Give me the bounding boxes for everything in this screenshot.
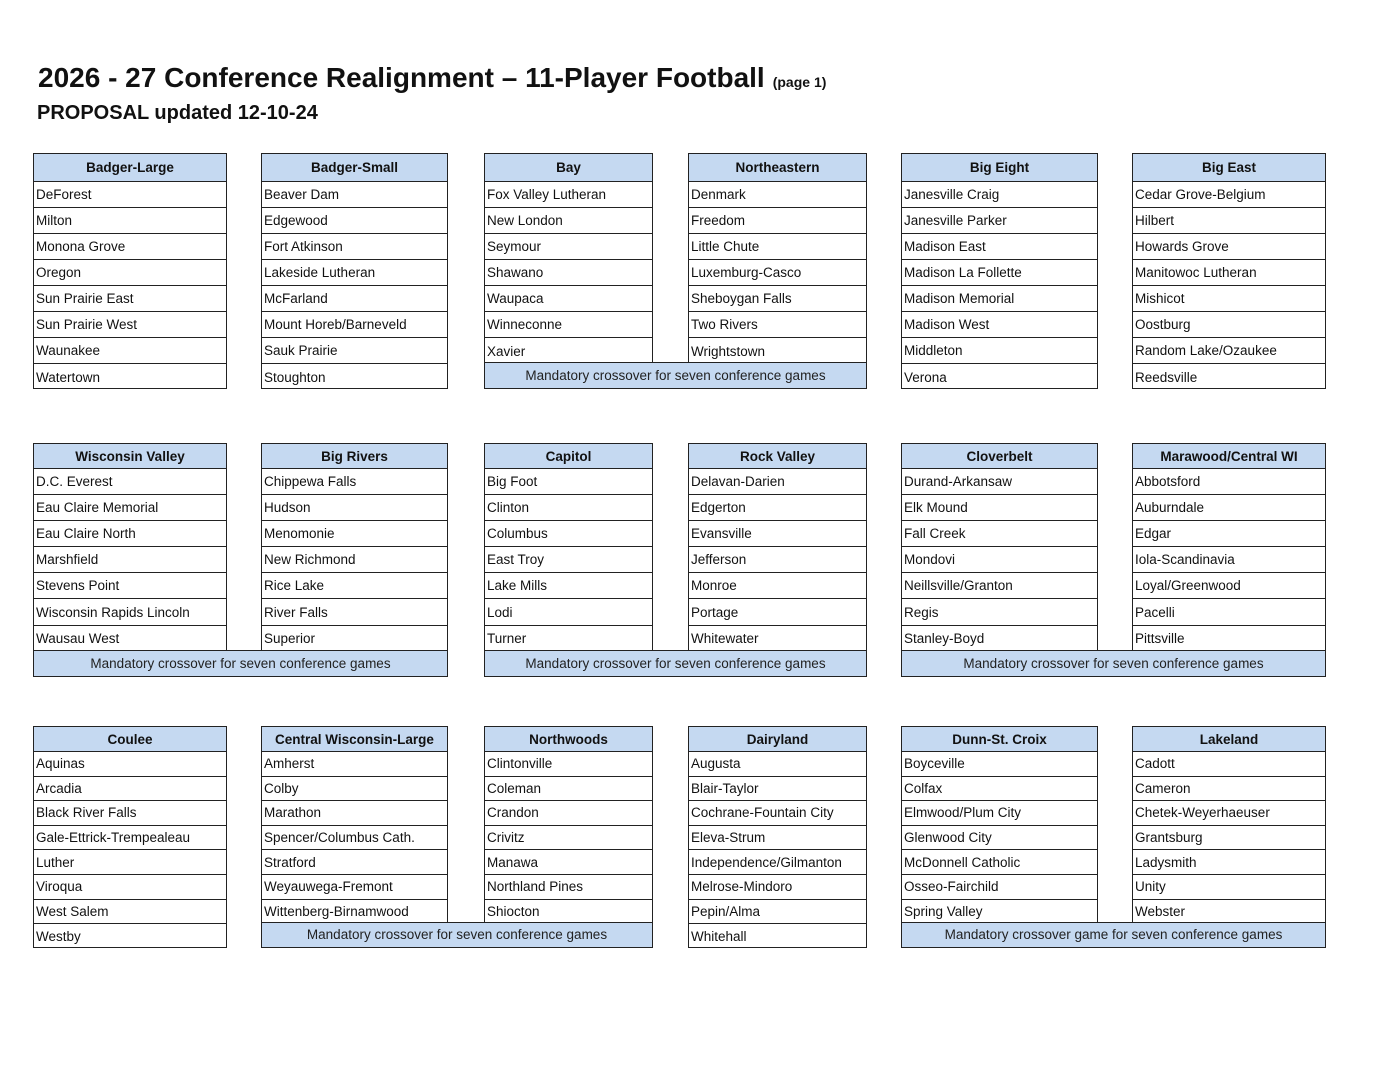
school-cell: Milton xyxy=(34,208,226,234)
conference-name: Big Rivers xyxy=(262,444,447,469)
conference-name: Northeastern xyxy=(689,154,866,182)
school-cell: Menomonie xyxy=(262,521,447,547)
school-cell: Eau Claire Memorial xyxy=(34,495,226,521)
school-cell: Superior xyxy=(264,631,316,647)
school-cell: Seymour xyxy=(485,234,652,260)
school-cell: Mount Horeb/Barneveld xyxy=(262,312,447,338)
conference-table xyxy=(261,726,448,923)
school-cell: Arcadia xyxy=(34,777,226,802)
school-cell: Denmark xyxy=(689,182,866,208)
school-cell: Shiocton xyxy=(487,904,540,920)
school-cell: Madison East xyxy=(902,234,1097,260)
school-cell: Spring Valley xyxy=(904,904,983,920)
school-cell: Lakeside Lutheran xyxy=(262,260,447,286)
school-cell: Wittenberg-Birnamwood xyxy=(264,904,409,920)
school-cell: Iola-Scandinavia xyxy=(1133,547,1325,573)
school-cell: Colfax xyxy=(902,777,1097,802)
school-cell: Wisconsin Rapids Lincoln xyxy=(34,599,226,625)
school-cell: Stanley-Boyd xyxy=(904,631,985,647)
school-cell: Turner xyxy=(487,631,527,647)
school-cell: Monroe xyxy=(689,573,866,599)
school-cell: Amherst xyxy=(262,752,447,777)
school-cell: Sun Prairie West xyxy=(34,312,226,338)
conference-table xyxy=(688,153,867,363)
conference-name: Dairyland xyxy=(689,727,866,752)
school-cell: Black River Falls xyxy=(34,801,226,826)
school-cell: McFarland xyxy=(262,286,447,312)
school-cell: New Richmond xyxy=(262,547,447,573)
school-cell: Cochrane-Fountain City xyxy=(689,801,866,826)
page-subtitle: PROPOSAL updated 12-10-24 xyxy=(37,102,318,124)
school-cell: Delavan-Darien xyxy=(689,469,866,495)
conference-name: Rock Valley xyxy=(689,444,866,469)
conference-table xyxy=(33,153,227,389)
school-cell: Boyceville xyxy=(902,752,1097,777)
school-cell: Whitewater xyxy=(691,631,759,647)
school-cell: Crivitz xyxy=(485,826,652,851)
school-cell: Middleton xyxy=(902,338,1097,364)
school-cell: Big Foot xyxy=(485,469,652,495)
school-cell: Jefferson xyxy=(689,547,866,573)
conference-table xyxy=(484,726,653,923)
school-cell: Cadott xyxy=(1133,752,1325,777)
school-cell: Eau Claire North xyxy=(34,521,226,547)
school-cell: Coleman xyxy=(485,777,652,802)
conference-name: Badger-Small xyxy=(262,154,447,182)
school-cell: Random Lake/Ozaukee xyxy=(1133,338,1325,364)
school-cell: D.C. Everest xyxy=(34,469,226,495)
school-cell: Howards Grove xyxy=(1133,234,1325,260)
conference-table xyxy=(33,726,227,948)
conference-table xyxy=(688,726,867,948)
school-cell: Loyal/Greenwood xyxy=(1133,573,1325,599)
school-cell: Janesville Parker xyxy=(902,208,1097,234)
school-cell: Rice Lake xyxy=(262,573,447,599)
conference-table xyxy=(1132,443,1326,651)
school-cell: Stratford xyxy=(262,850,447,875)
school-cell: Marshfield xyxy=(34,547,226,573)
school-cell: Manitowoc Lutheran xyxy=(1133,260,1325,286)
page-title xyxy=(38,62,826,94)
school-cell: Oostburg xyxy=(1133,312,1325,338)
crossover-note: Mandatory crossover for seven conference games xyxy=(484,362,867,389)
school-cell: Stevens Point xyxy=(34,573,226,599)
conference-table xyxy=(261,153,448,389)
school-cell: Lodi xyxy=(485,599,652,625)
school-cell: Durand-Arkansaw xyxy=(902,469,1097,495)
school-cell: Madison La Follette xyxy=(902,260,1097,286)
crossover-note: Mandatory crossover for seven conference games xyxy=(33,650,448,677)
conference-table xyxy=(261,443,448,651)
conference-table xyxy=(1132,726,1326,923)
conference-table xyxy=(901,726,1098,923)
school-cell: McDonnell Catholic xyxy=(902,850,1097,875)
school-cell: Marathon xyxy=(262,801,447,826)
conference-name: Big Eight xyxy=(902,154,1097,182)
school-cell: Fort Atkinson xyxy=(262,234,447,260)
school-cell: Fall Creek xyxy=(902,521,1097,547)
conference-name: Big East xyxy=(1133,154,1325,182)
school-cell: Cameron xyxy=(1133,777,1325,802)
school-cell: Wrightstown xyxy=(691,343,766,359)
conference-name: Bay xyxy=(485,154,652,182)
school-cell: Little Chute xyxy=(689,234,866,260)
school-cell: Whitehall xyxy=(691,928,747,944)
school-cell: Cedar Grove-Belgium xyxy=(1133,182,1325,208)
school-cell: Elmwood/Plum City xyxy=(902,801,1097,826)
school-cell: Viroqua xyxy=(34,875,226,900)
school-cell: Mondovi xyxy=(902,547,1097,573)
school-cell: Sheboygan Falls xyxy=(689,286,866,312)
school-cell: Watertown xyxy=(36,369,101,385)
school-cell: Reedsville xyxy=(1135,369,1198,385)
school-cell: Aquinas xyxy=(34,752,226,777)
school-cell: Beaver Dam xyxy=(262,182,447,208)
title-text: 2026 - 27 Conference Realignment – 11-Player Football xyxy=(38,62,765,93)
conference-name: Dunn-St. Croix xyxy=(902,727,1097,752)
conference-table xyxy=(33,443,227,651)
conference-name: Central Wisconsin-Large xyxy=(262,727,447,752)
conference-table xyxy=(901,443,1098,651)
school-cell: Hilbert xyxy=(1133,208,1325,234)
school-cell: Unity xyxy=(1133,875,1325,900)
school-cell: Oregon xyxy=(34,260,226,286)
school-cell: Augusta xyxy=(689,752,866,777)
crossover-note: Mandatory crossover for seven conference games xyxy=(261,922,653,948)
school-cell: Shawano xyxy=(485,260,652,286)
school-cell: Osseo-Fairchild xyxy=(902,875,1097,900)
school-cell: Waupaca xyxy=(485,286,652,312)
crossover-note: Mandatory crossover for seven conference games xyxy=(901,650,1326,677)
school-cell: Monona Grove xyxy=(34,234,226,260)
school-cell: Elk Mound xyxy=(902,495,1097,521)
school-cell: Chetek-Weyerhaeuser xyxy=(1133,801,1325,826)
school-cell: Webster xyxy=(1135,904,1186,920)
crossover-note: Mandatory crossover game for seven conference games xyxy=(901,922,1326,948)
school-cell: Sun Prairie East xyxy=(34,286,226,312)
school-cell: Glenwood City xyxy=(902,826,1097,851)
school-cell: Lake Mills xyxy=(485,573,652,599)
conference-table xyxy=(688,443,867,651)
school-cell: Chippewa Falls xyxy=(262,469,447,495)
school-cell: Northland Pines xyxy=(485,875,652,900)
school-cell: Winneconne xyxy=(485,312,652,338)
school-cell: Regis xyxy=(902,599,1097,625)
school-cell: Madison Memorial xyxy=(902,286,1097,312)
conference-table xyxy=(484,153,653,363)
school-cell: Gale-Ettrick-Trempealeau xyxy=(34,826,226,851)
page-note: (page 1) xyxy=(772,74,827,90)
school-cell: Edgerton xyxy=(689,495,866,521)
school-cell: Edgar xyxy=(1133,521,1325,547)
school-cell: Auburndale xyxy=(1133,495,1325,521)
school-cell: Colby xyxy=(262,777,447,802)
school-cell: Verona xyxy=(904,369,947,385)
conference-table xyxy=(1132,153,1326,389)
conference-name: Wisconsin Valley xyxy=(34,444,226,469)
conference-table xyxy=(901,153,1098,389)
school-cell: Mishicot xyxy=(1133,286,1325,312)
school-cell: Eleva-Strum xyxy=(689,826,866,851)
school-cell: Pacelli xyxy=(1133,599,1325,625)
school-cell: Abbotsford xyxy=(1133,469,1325,495)
school-cell: DeForest xyxy=(34,182,226,208)
school-cell: Hudson xyxy=(262,495,447,521)
school-cell: Madison West xyxy=(902,312,1097,338)
school-cell: Independence/Gilmanton xyxy=(689,850,866,875)
school-cell: Ladysmith xyxy=(1133,850,1325,875)
conference-table xyxy=(484,443,653,651)
conference-name: Capitol xyxy=(485,444,652,469)
school-cell: West Salem xyxy=(34,900,226,925)
school-cell: Blair-Taylor xyxy=(689,777,866,802)
school-cell: Two Rivers xyxy=(689,312,866,338)
school-cell: Spencer/Columbus Cath. xyxy=(262,826,447,851)
crossover-note: Mandatory crossover for seven conference games xyxy=(484,650,867,677)
school-cell: Wausau West xyxy=(36,631,120,647)
school-cell: Stoughton xyxy=(264,369,326,385)
school-cell: Manawa xyxy=(485,850,652,875)
school-cell: Xavier xyxy=(487,343,526,359)
conference-name: Coulee xyxy=(34,727,226,752)
school-cell: Clintonville xyxy=(485,752,652,777)
school-cell: Edgewood xyxy=(262,208,447,234)
school-cell: Sauk Prairie xyxy=(262,338,447,364)
school-cell: Evansville xyxy=(689,521,866,547)
school-cell: River Falls xyxy=(262,599,447,625)
conference-name: Marawood/Central WI xyxy=(1133,444,1325,469)
school-cell: Crandon xyxy=(485,801,652,826)
school-cell: Fox Valley Lutheran xyxy=(485,182,652,208)
school-cell: Neillsville/Granton xyxy=(902,573,1097,599)
school-cell: Westby xyxy=(36,928,81,944)
school-cell: Janesville Craig xyxy=(902,182,1097,208)
school-cell: Portage xyxy=(689,599,866,625)
school-cell: Pittsville xyxy=(1135,631,1185,647)
school-cell: Freedom xyxy=(689,208,866,234)
school-cell: Clinton xyxy=(485,495,652,521)
school-cell: Columbus xyxy=(485,521,652,547)
conference-name: Badger-Large xyxy=(34,154,226,182)
school-cell: Weyauwega-Fremont xyxy=(262,875,447,900)
conference-name: Northwoods xyxy=(485,727,652,752)
school-cell: Pepin/Alma xyxy=(689,900,866,925)
school-cell: East Troy xyxy=(485,547,652,573)
school-cell: Waunakee xyxy=(34,338,226,364)
conference-name: Cloverbelt xyxy=(902,444,1097,469)
school-cell: New London xyxy=(485,208,652,234)
school-cell: Grantsburg xyxy=(1133,826,1325,851)
school-cell: Melrose-Mindoro xyxy=(689,875,866,900)
conference-name: Lakeland xyxy=(1133,727,1325,752)
school-cell: Luther xyxy=(34,850,226,875)
school-cell: Luxemburg-Casco xyxy=(689,260,866,286)
